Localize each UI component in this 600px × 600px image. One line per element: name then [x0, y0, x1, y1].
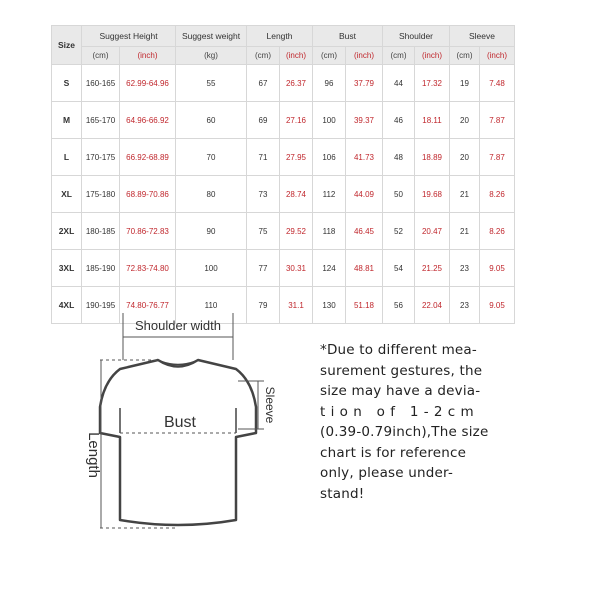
bust-label: Bust — [163, 414, 197, 431]
table-cell: 41.73 — [346, 139, 383, 176]
table-cell: 90 — [176, 213, 247, 250]
length-label: Length — [85, 432, 102, 478]
table-cell: 69 — [247, 102, 280, 139]
unit-cell: (inch) — [280, 47, 313, 65]
table-body — [52, 65, 515, 324]
unit-cell: (cm) — [313, 47, 346, 65]
table-cell: 56 — [383, 287, 415, 324]
table-cell: 50 — [383, 176, 415, 213]
size-cell: 3XL — [52, 250, 82, 287]
table-cell: 46.45 — [346, 213, 383, 250]
table-cell: 20 — [450, 102, 480, 139]
table-row — [52, 213, 515, 250]
shoulder-width-label: Shoulder width — [135, 318, 221, 333]
unit-cell: (inch) — [346, 47, 383, 65]
table-cell: 8.26 — [480, 213, 515, 250]
table-cell: 66.92-68.89 — [120, 139, 176, 176]
unit-cell: (inch) — [120, 47, 176, 65]
table-cell: 75 — [247, 213, 280, 250]
table-cell: 23 — [450, 287, 480, 324]
header-height: Suggest Height — [82, 26, 176, 47]
table-header-row — [52, 26, 515, 47]
table-cell: 29.52 — [280, 213, 313, 250]
note-line: only, please under- — [320, 465, 454, 481]
tshirt-outline — [100, 360, 256, 525]
table-cell: 30.31 — [280, 250, 313, 287]
table-cell: 19 — [450, 65, 480, 102]
table-cell: 55 — [176, 65, 247, 102]
table-cell: 62.99-64.96 — [120, 65, 176, 102]
table-cell: 31.1 — [280, 287, 313, 324]
table-cell: 20 — [450, 139, 480, 176]
table-cell: 54 — [383, 250, 415, 287]
header-bust: Bust — [313, 26, 383, 47]
table-cell: 52 — [383, 213, 415, 250]
header-weight: Suggest weight — [176, 26, 247, 47]
table-cell: 165-170 — [82, 102, 120, 139]
size-cell: 4XL — [52, 287, 82, 324]
table-cell: 70.86-72.83 — [120, 213, 176, 250]
table-cell: 73 — [247, 176, 280, 213]
table-cell: 48 — [383, 139, 415, 176]
table-row — [52, 102, 515, 139]
table-cell: 124 — [313, 250, 346, 287]
table-cell: 51.18 — [346, 287, 383, 324]
note-line: stand! — [320, 485, 365, 502]
header-size: Size — [52, 26, 82, 65]
table-cell: 67 — [247, 65, 280, 102]
table-cell: 130 — [313, 287, 346, 324]
table-cell: 22.04 — [415, 287, 450, 324]
size-chart-table — [51, 25, 515, 324]
table-row — [52, 65, 515, 102]
table-cell: 112 — [313, 176, 346, 213]
table-cell: 68.89-70.86 — [120, 176, 176, 213]
table-cell: 9.05 — [480, 287, 515, 324]
table-cell: 17.32 — [415, 65, 450, 102]
table-cell: 21 — [450, 176, 480, 213]
table-cell: 64.96-66.92 — [120, 102, 176, 139]
table-cell: 74.80-76.77 — [120, 287, 176, 324]
unit-cell: (cm) — [450, 47, 480, 65]
table-cell: 39.37 — [346, 102, 383, 139]
table-cell: 7.48 — [480, 65, 515, 102]
table-cell: 18.11 — [415, 102, 450, 139]
unit-cell: (cm) — [383, 47, 415, 65]
note-line: surement gestures, the — [320, 362, 483, 379]
table-cell: 118 — [313, 213, 346, 250]
length-dimension — [100, 360, 178, 528]
table-row — [52, 176, 515, 213]
note-line: (0.39-0.79inch),The size — [320, 424, 489, 440]
table-cell: 46 — [383, 102, 415, 139]
table-cell: 170-175 — [82, 139, 120, 176]
table-unit-row — [52, 47, 515, 65]
size-cell: M — [52, 102, 82, 139]
header-length: Length — [247, 26, 313, 47]
table-cell: 175-180 — [82, 176, 120, 213]
size-cell: S — [52, 65, 82, 102]
tshirt-diagram — [68, 305, 298, 535]
table-cell: 21 — [450, 213, 480, 250]
table-cell: 77 — [247, 250, 280, 287]
table-cell: 106 — [313, 139, 346, 176]
table-cell: 20.47 — [415, 213, 450, 250]
table-cell: 28.74 — [280, 176, 313, 213]
table-cell: 79 — [247, 287, 280, 324]
header-sleeve: Sleeve — [450, 26, 515, 47]
unit-cell: (cm) — [247, 47, 280, 65]
sleeve-label: Sleeve — [263, 386, 277, 424]
note-line: tion of 1-2cm — [320, 403, 479, 420]
table-cell: 21.25 — [415, 250, 450, 287]
table-cell: 26.37 — [280, 65, 313, 102]
table-row — [52, 250, 515, 287]
table-cell: 8.26 — [480, 176, 515, 213]
table-cell: 7.87 — [480, 139, 515, 176]
measurement-note — [320, 340, 505, 504]
unit-cell: (kg) — [176, 47, 247, 65]
table-cell: 70 — [176, 139, 247, 176]
table-cell: 23 — [450, 250, 480, 287]
table-cell: 7.87 — [480, 102, 515, 139]
table-row — [52, 139, 515, 176]
size-cell: XL — [52, 176, 82, 213]
note-line: size may have a devia- — [320, 383, 481, 399]
note-line: *Due to different mea- — [320, 342, 477, 358]
table-cell: 19.68 — [415, 176, 450, 213]
table-cell: 80 — [176, 176, 247, 213]
size-cell: 2XL — [52, 213, 82, 250]
table-cell: 44.09 — [346, 176, 383, 213]
note-line: chart is for reference — [320, 444, 467, 461]
table-cell: 9.05 — [480, 250, 515, 287]
table-cell: 160-165 — [82, 65, 120, 102]
size-cell: L — [52, 139, 82, 176]
unit-cell: (inch) — [480, 47, 515, 65]
table-cell: 44 — [383, 65, 415, 102]
table-cell: 18.89 — [415, 139, 450, 176]
table-cell: 96 — [313, 65, 346, 102]
table-cell: 37.79 — [346, 65, 383, 102]
table-cell: 71 — [247, 139, 280, 176]
table-cell: 27.95 — [280, 139, 313, 176]
table-cell: 190-195 — [82, 287, 120, 324]
table-cell: 100 — [176, 250, 247, 287]
header-shoulder: Shoulder — [383, 26, 450, 47]
unit-cell: (inch) — [415, 47, 450, 65]
table-cell: 180-185 — [82, 213, 120, 250]
table-cell: 27.16 — [280, 102, 313, 139]
table-cell: 100 — [313, 102, 346, 139]
table-cell: 185-190 — [82, 250, 120, 287]
table-cell: 48.81 — [346, 250, 383, 287]
table-cell: 60 — [176, 102, 247, 139]
unit-cell: (cm) — [82, 47, 120, 65]
table-cell: 110 — [176, 287, 247, 324]
table-cell: 72.83-74.80 — [120, 250, 176, 287]
